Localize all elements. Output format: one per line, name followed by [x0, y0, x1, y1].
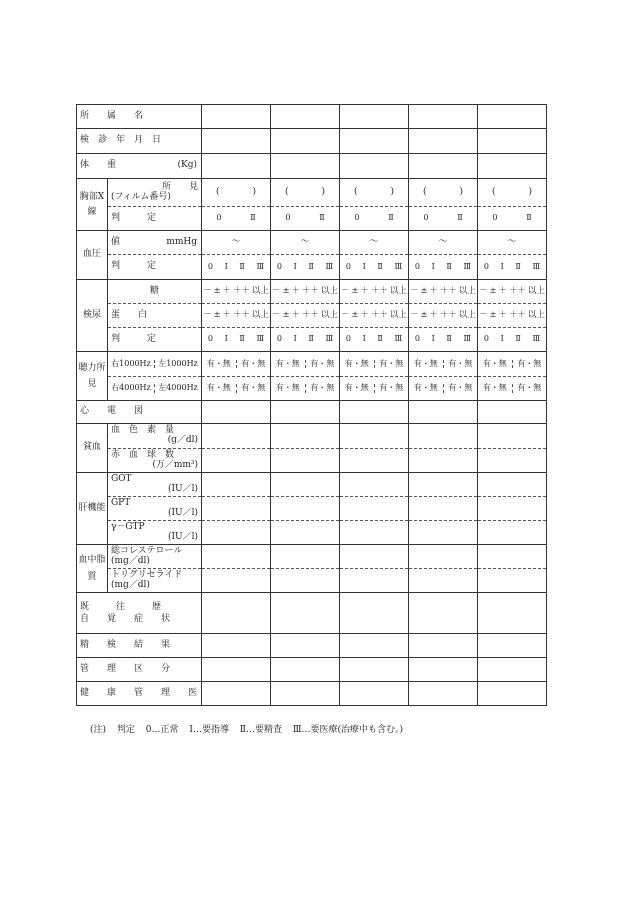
affiliation-cell-2[interactable] [340, 105, 409, 129]
urine-group: 検尿 [77, 280, 108, 352]
urine-scale-mark: ± [213, 309, 221, 320]
scale-mark: 0 [423, 213, 429, 223]
urine-scale-mark: ± [351, 285, 359, 296]
urine-scale-mark: － [271, 309, 281, 320]
liver-ggtp-cell-4[interactable] [478, 521, 547, 545]
doctor-cell-4[interactable] [478, 682, 547, 706]
urine-protein-cell-0[interactable] [202, 304, 271, 328]
liver-ggtp-cell-2[interactable] [340, 521, 409, 545]
ecg-cell-2[interactable] [340, 401, 409, 424]
weight-label: 体 重 (Kg) [77, 154, 202, 179]
urine-scale-mark: ＋＋ [371, 309, 389, 320]
hearing-1000-cell-2[interactable] [340, 352, 409, 377]
scale-mark: Ⅱ [377, 261, 383, 271]
urine-scale-mark: 以上 [320, 309, 338, 320]
hearing-group: 聴力所見 [77, 352, 108, 401]
scale-mark: 0 [285, 213, 291, 223]
anemia-hb-cell-2[interactable] [340, 424, 409, 449]
result-cell-3[interactable] [409, 634, 478, 658]
scale-mark: Ⅱ [319, 213, 325, 223]
liver-got-cell-1[interactable] [271, 473, 340, 497]
note-item-1: Ⅰ…要指導 [189, 725, 229, 735]
anemia-rbc-cell-1[interactable] [271, 449, 340, 473]
mgmt-cell-4[interactable] [478, 658, 547, 682]
chest-finding-label: 所 見 (フィルム番号) [107, 179, 201, 207]
scale-mark: Ⅲ [394, 334, 403, 344]
bp-judgment-cell-3[interactable] [409, 255, 478, 280]
ecg-cell-4[interactable] [478, 401, 547, 424]
bp-value-cell-0[interactable]: ～ [202, 231, 271, 255]
urine-scale-mark: ＋ [291, 285, 301, 296]
anemia-hb-cell-0[interactable] [202, 424, 271, 449]
scale-mark: 0 [354, 213, 360, 223]
chest-judgment-cell-4[interactable] [478, 207, 547, 231]
exam-date-cell-0[interactable] [202, 129, 271, 154]
yes-no-right[interactable]: 有・無 [344, 383, 369, 393]
note-item-3: Ⅲ…要医療(治療中も含む。) [292, 725, 404, 735]
bp-group: 血圧 [77, 231, 108, 280]
yes-no-left[interactable]: 有・無 [512, 384, 547, 393]
yes-no-left[interactable]: 有・無 [236, 384, 271, 393]
chest-finding-cell-4[interactable]: ( ) [478, 179, 547, 207]
chest-xray-group: 胸部X線 [77, 179, 108, 231]
exam-date-cell-1[interactable] [271, 129, 340, 154]
anemia-hb-cell-3[interactable] [409, 424, 478, 449]
lipid-tc-cell-4[interactable] [478, 545, 547, 569]
urine-scale-mark: － [409, 309, 419, 320]
urine-sugar-label: 糖 [107, 280, 201, 304]
anemia-hb-cell-4[interactable] [478, 424, 547, 449]
scale-mark: Ⅲ [463, 334, 472, 344]
urine-scale-mark: － [202, 285, 212, 296]
bp-value-cell-3[interactable]: ～ [409, 231, 478, 255]
lipid-tc-cell-1[interactable] [271, 545, 340, 569]
urine-scale-mark: 以上 [527, 285, 545, 296]
chest-judgment-cell-0[interactable] [202, 207, 271, 231]
result-cell-0[interactable] [202, 634, 271, 658]
scale-mark: Ⅲ [325, 261, 334, 271]
mgmt-cell-1[interactable] [271, 658, 340, 682]
urine-scale-mark: ＋＋ [509, 285, 527, 296]
affiliation-text: 所 属 名 [80, 110, 144, 121]
urine-scale-mark: ＋＋ [440, 309, 458, 320]
scale-mark: Ⅰ [500, 334, 504, 344]
anemia-rbc-cell-0[interactable] [202, 449, 271, 473]
scale-mark: Ⅲ [394, 261, 403, 271]
scale-mark: 0 [414, 334, 420, 344]
affiliation-label [77, 105, 202, 129]
liver-gpt-cell-1[interactable] [271, 497, 340, 521]
yes-no-right[interactable]: 有・無 [206, 383, 231, 393]
lipid-tg-label: トリグリセライド (mg／dl) [107, 569, 201, 593]
note-prefix: (注) [90, 725, 107, 735]
urine-judgment-cell-3[interactable] [409, 328, 478, 352]
footnote [90, 722, 411, 735]
scale-mark: Ⅰ [224, 334, 228, 344]
yes-no-left[interactable]: 有・無 [512, 360, 547, 369]
lipid-tg-cell-0[interactable] [202, 569, 271, 593]
urine-scale-mark: ± [213, 285, 221, 296]
urine-scale-mark: ＋ [498, 285, 508, 296]
ecg-cell-3[interactable] [409, 401, 478, 424]
hearing-1000-cell-1[interactable] [271, 352, 340, 377]
scale-mark: Ⅰ [362, 334, 366, 344]
yes-no-right[interactable]: 有・無 [275, 358, 300, 368]
lipid-tc-cell-3[interactable] [409, 545, 478, 569]
urine-scale-mark: ± [351, 309, 359, 320]
urine-scale-mark: 以上 [320, 285, 338, 296]
liver-gpt-cell-4[interactable] [478, 497, 547, 521]
urine-scale-mark: ± [489, 309, 497, 320]
yes-no-right[interactable]: 有・無 [482, 358, 507, 368]
liver-got-cell-0[interactable] [202, 473, 271, 497]
scale-mark: Ⅲ [463, 261, 472, 271]
lipid-tg-cell-2[interactable] [340, 569, 409, 593]
urine-scale-mark: 以上 [389, 309, 407, 320]
result-cell-1[interactable] [271, 634, 340, 658]
anemia-hb-label: 血 色 素 量 (g／dl) [107, 424, 201, 449]
urine-scale-mark: ＋ [429, 309, 439, 320]
scale-mark: Ⅱ [308, 261, 314, 271]
yes-no-left[interactable]: 有・無 [305, 360, 340, 369]
bp-judgment-cell-0[interactable] [202, 255, 271, 280]
bp-judgment-cell-2[interactable] [340, 255, 409, 280]
hearing-1000-cell-0[interactable] [202, 352, 271, 377]
yes-no-left[interactable]: 有・無 [305, 384, 340, 393]
liver-got-label: GOT (IU／l) [107, 473, 201, 497]
hearing-4000-label: 右4000Hz 左4000Hz [107, 377, 201, 401]
scale-mark: 0 [483, 334, 489, 344]
hearing-4000-cell-3[interactable] [409, 377, 478, 401]
urine-scale-mark: ＋＋ [302, 285, 320, 296]
liver-got-cell-4[interactable] [478, 473, 547, 497]
anemia-rbc-label: 赤 血 球 数 (万／mm³) [107, 449, 201, 473]
hearing-4000-cell-0[interactable] [202, 377, 271, 401]
note-judge: 判定 [116, 725, 135, 735]
result-cell-4[interactable] [478, 634, 547, 658]
scale-mark: Ⅰ [293, 334, 297, 344]
chest-finding-cell-3[interactable]: ( ) [409, 179, 478, 207]
chest-judgment-label: 判 定 [107, 207, 201, 231]
liver-got-cell-3[interactable] [409, 473, 478, 497]
yes-no-left[interactable]: 有・無 [236, 360, 271, 369]
history-cell-4[interactable] [478, 593, 547, 634]
urine-sugar-cell-1[interactable] [271, 280, 340, 304]
yes-no-right[interactable]: 有・無 [413, 358, 438, 368]
anemia-rbc-cell-2[interactable] [340, 449, 409, 473]
urine-scale-mark: － [340, 285, 350, 296]
urine-scale-mark: ± [420, 285, 428, 296]
yes-no-right[interactable]: 有・無 [206, 358, 231, 368]
affiliation-cell-4[interactable] [478, 105, 547, 129]
result-label: 精 検 結 果 [77, 634, 202, 658]
scale-mark: Ⅲ [256, 261, 265, 271]
scale-mark: Ⅱ [239, 334, 245, 344]
ecg-label: 心 電 図 [77, 401, 202, 424]
scale-mark: 0 [276, 334, 282, 344]
chest-finding-cell-2[interactable]: ( ) [340, 179, 409, 207]
affiliation-cell-1[interactable] [271, 105, 340, 129]
hearing-4000-cell-1[interactable] [271, 377, 340, 401]
urine-judgment-cell-1[interactable] [271, 328, 340, 352]
urine-scale-mark: 以上 [251, 309, 269, 320]
bp-value-cell-1[interactable]: ～ [271, 231, 340, 255]
scale-mark: Ⅰ [293, 261, 297, 271]
liver-ggtp-cell-3[interactable] [409, 521, 478, 545]
urine-sugar-cell-0[interactable] [202, 280, 271, 304]
urine-scale-mark: － [478, 309, 488, 320]
mgmt-cell-3[interactable] [409, 658, 478, 682]
history-cell-3[interactable] [409, 593, 478, 634]
hearing-1000-cell-4[interactable] [478, 352, 547, 377]
bp-judgment-cell-1[interactable] [271, 255, 340, 280]
urine-scale-mark: ＋ [498, 309, 508, 320]
urine-judgment-cell-2[interactable] [340, 328, 409, 352]
scale-mark: Ⅲ [532, 334, 541, 344]
urine-scale-mark: 以上 [527, 309, 545, 320]
yes-no-left[interactable]: 有・無 [443, 360, 478, 369]
hearing-4000-cell-4[interactable] [478, 377, 547, 401]
liver-ggtp-label: γ－GTP (IU／l) [107, 521, 201, 545]
urine-scale-mark: ＋＋ [233, 309, 251, 320]
exam-date-cell-3[interactable] [409, 129, 478, 154]
lipid-tc-cell-0[interactable] [202, 545, 271, 569]
urine-scale-mark: ＋ [429, 285, 439, 296]
urine-judgment-cell-0[interactable] [202, 328, 271, 352]
urine-scale-mark: ＋ [222, 309, 232, 320]
urine-scale-mark: － [478, 285, 488, 296]
urine-judgment-cell-4[interactable] [478, 328, 547, 352]
affiliation-cell-0[interactable] [202, 105, 271, 129]
liver-gpt-cell-0[interactable] [202, 497, 271, 521]
note-item-2: Ⅱ…要精査 [239, 725, 282, 735]
scale-mark: Ⅰ [500, 261, 504, 271]
urine-scale-mark: 以上 [458, 309, 476, 320]
scale-mark: 0 [483, 261, 489, 271]
urine-scale-mark: ± [420, 309, 428, 320]
weight-cell-0[interactable] [202, 154, 271, 179]
result-cell-2[interactable] [340, 634, 409, 658]
yes-no-right[interactable]: 有・無 [413, 383, 438, 393]
chest-judgment-cell-3[interactable] [409, 207, 478, 231]
exam-date-cell-4[interactable] [478, 129, 547, 154]
scale-mark: Ⅱ [308, 334, 314, 344]
urine-scale-mark: ＋＋ [302, 309, 320, 320]
yes-no-left[interactable]: 有・無 [374, 360, 409, 369]
scale-mark: 0 [207, 261, 213, 271]
urine-scale-mark: ＋＋ [233, 285, 251, 296]
liver-gpt-cell-2[interactable] [340, 497, 409, 521]
scale-mark: 0 [492, 213, 498, 223]
hearing-1000-cell-3[interactable] [409, 352, 478, 377]
urine-scale-mark: ＋ [291, 309, 301, 320]
lipid-group: 血中脂質 [77, 545, 108, 593]
urine-scale-mark: － [202, 309, 212, 320]
scale-mark: Ⅰ [431, 261, 435, 271]
urine-scale-mark: － [271, 285, 281, 296]
mgmt-cell-2[interactable] [340, 658, 409, 682]
scale-mark: Ⅱ [239, 261, 245, 271]
weight-cell-1[interactable] [271, 154, 340, 179]
urine-scale-mark: 以上 [251, 285, 269, 296]
urine-scale-mark: － [340, 309, 350, 320]
scale-mark: Ⅲ [532, 261, 541, 271]
exam-date-cell-2[interactable] [340, 129, 409, 154]
scale-mark: Ⅱ [515, 334, 521, 344]
urine-sugar-cell-2[interactable] [340, 280, 409, 304]
yes-no-right[interactable]: 有・無 [344, 358, 369, 368]
urine-scale-mark: ± [282, 285, 290, 296]
liver-ggtp-cell-0[interactable] [202, 521, 271, 545]
urine-scale-mark: ＋ [222, 285, 232, 296]
scale-mark: Ⅱ [377, 334, 383, 344]
urine-protein-label: 蛋 白 [107, 304, 201, 328]
anemia-hb-cell-1[interactable] [271, 424, 340, 449]
exam-date-label: 検 診 年 月 日 [77, 129, 202, 154]
health-check-form [76, 104, 547, 706]
lipid-tg-cell-1[interactable] [271, 569, 340, 593]
scale-mark: Ⅰ [362, 261, 366, 271]
lipid-tg-cell-3[interactable] [409, 569, 478, 593]
weight-cell-2[interactable] [340, 154, 409, 179]
doctor-cell-2[interactable] [340, 682, 409, 706]
scale-mark: Ⅰ [224, 261, 228, 271]
liver-gpt-cell-3[interactable] [409, 497, 478, 521]
doctor-label: 健 康 管 理 医 [77, 682, 202, 706]
scale-mark: 0 [216, 213, 222, 223]
urine-scale-mark: ＋＋ [440, 285, 458, 296]
anemia-group: 貧血 [77, 424, 108, 473]
bp-judgment-cell-4[interactable] [478, 255, 547, 280]
scale-mark: 0 [345, 334, 351, 344]
urine-scale-mark: ＋＋ [371, 285, 389, 296]
liver-group: 肝機能 [77, 473, 108, 545]
liver-ggtp-cell-1[interactable] [271, 521, 340, 545]
ecg-cell-0[interactable] [202, 401, 271, 424]
hearing-1000-label: 右1000Hz 左1000Hz [107, 352, 201, 377]
liver-gpt-label: GPT (IU／l) [107, 497, 201, 521]
bp-value-label: 値 mmHg [107, 231, 201, 255]
scale-mark: Ⅱ [388, 213, 394, 223]
scale-mark: Ⅲ [325, 334, 334, 344]
weight-cell-4[interactable] [478, 154, 547, 179]
note-item-0: 0…正常 [145, 725, 179, 735]
lipid-tc-cell-2[interactable] [340, 545, 409, 569]
scale-mark: Ⅱ [526, 213, 532, 223]
urine-scale-mark: ＋ [360, 285, 370, 296]
history-cell-1[interactable] [271, 593, 340, 634]
scale-mark: Ⅱ [515, 261, 521, 271]
urine-scale-mark: ± [489, 285, 497, 296]
urine-protein-cell-3[interactable] [409, 304, 478, 328]
urine-protein-cell-4[interactable] [478, 304, 547, 328]
ecg-cell-1[interactable] [271, 401, 340, 424]
urine-scale-mark: － [409, 285, 419, 296]
yes-no-right[interactable]: 有・無 [275, 383, 300, 393]
urine-scale-mark: ＋＋ [509, 309, 527, 320]
urine-judgment-label: 判 定 [107, 328, 201, 352]
anemia-rbc-cell-4[interactable] [478, 449, 547, 473]
yes-no-left[interactable]: 有・無 [374, 384, 409, 393]
scale-mark: 0 [207, 334, 213, 344]
scale-mark: Ⅰ [431, 334, 435, 344]
urine-scale-mark: ＋ [360, 309, 370, 320]
mgmt-label: 管 理 区 分 [77, 658, 202, 682]
scale-mark: 0 [276, 261, 282, 271]
bp-value-cell-4[interactable]: ～ [478, 231, 547, 255]
hearing-4000-cell-2[interactable] [340, 377, 409, 401]
history-cell-2[interactable] [340, 593, 409, 634]
weight-cell-3[interactable] [409, 154, 478, 179]
bp-value-cell-2[interactable]: ～ [340, 231, 409, 255]
chest-finding-cell-0[interactable]: ( ) [202, 179, 271, 207]
doctor-cell-0[interactable] [202, 682, 271, 706]
doctor-cell-1[interactable] [271, 682, 340, 706]
yes-no-right[interactable]: 有・無 [482, 383, 507, 393]
yes-no-left[interactable]: 有・無 [443, 384, 478, 393]
lipid-tc-label: 総コレステロール (mg／dl) [107, 545, 201, 569]
urine-scale-mark: 以上 [458, 285, 476, 296]
urine-protein-cell-2[interactable] [340, 304, 409, 328]
scale-mark: 0 [345, 261, 351, 271]
scale-mark: Ⅲ [256, 334, 265, 344]
urine-sugar-cell-4[interactable] [478, 280, 547, 304]
bp-judgment-label: 判 定 [107, 255, 201, 280]
scale-mark: Ⅱ [446, 261, 452, 271]
history-label: 既 往 歴 自 覚 症 状 [77, 593, 202, 634]
urine-protein-cell-1[interactable] [271, 304, 340, 328]
urine-scale-mark: ± [282, 309, 290, 320]
chest-finding-cell-1[interactable]: ( ) [271, 179, 340, 207]
chest-judgment-cell-2[interactable] [340, 207, 409, 231]
scale-mark: Ⅱ [250, 213, 256, 223]
affiliation-cell-3[interactable] [409, 105, 478, 129]
history-cell-0[interactable] [202, 593, 271, 634]
doctor-cell-3[interactable] [409, 682, 478, 706]
scale-mark: Ⅱ [446, 334, 452, 344]
chest-judgment-cell-1[interactable] [271, 207, 340, 231]
scale-mark: 0 [414, 261, 420, 271]
urine-sugar-cell-3[interactable] [409, 280, 478, 304]
scale-mark: Ⅱ [457, 213, 463, 223]
liver-got-cell-2[interactable] [340, 473, 409, 497]
lipid-tg-cell-4[interactable] [478, 569, 547, 593]
urine-scale-mark: 以上 [389, 285, 407, 296]
anemia-rbc-cell-3[interactable] [409, 449, 478, 473]
mgmt-cell-0[interactable] [202, 658, 271, 682]
